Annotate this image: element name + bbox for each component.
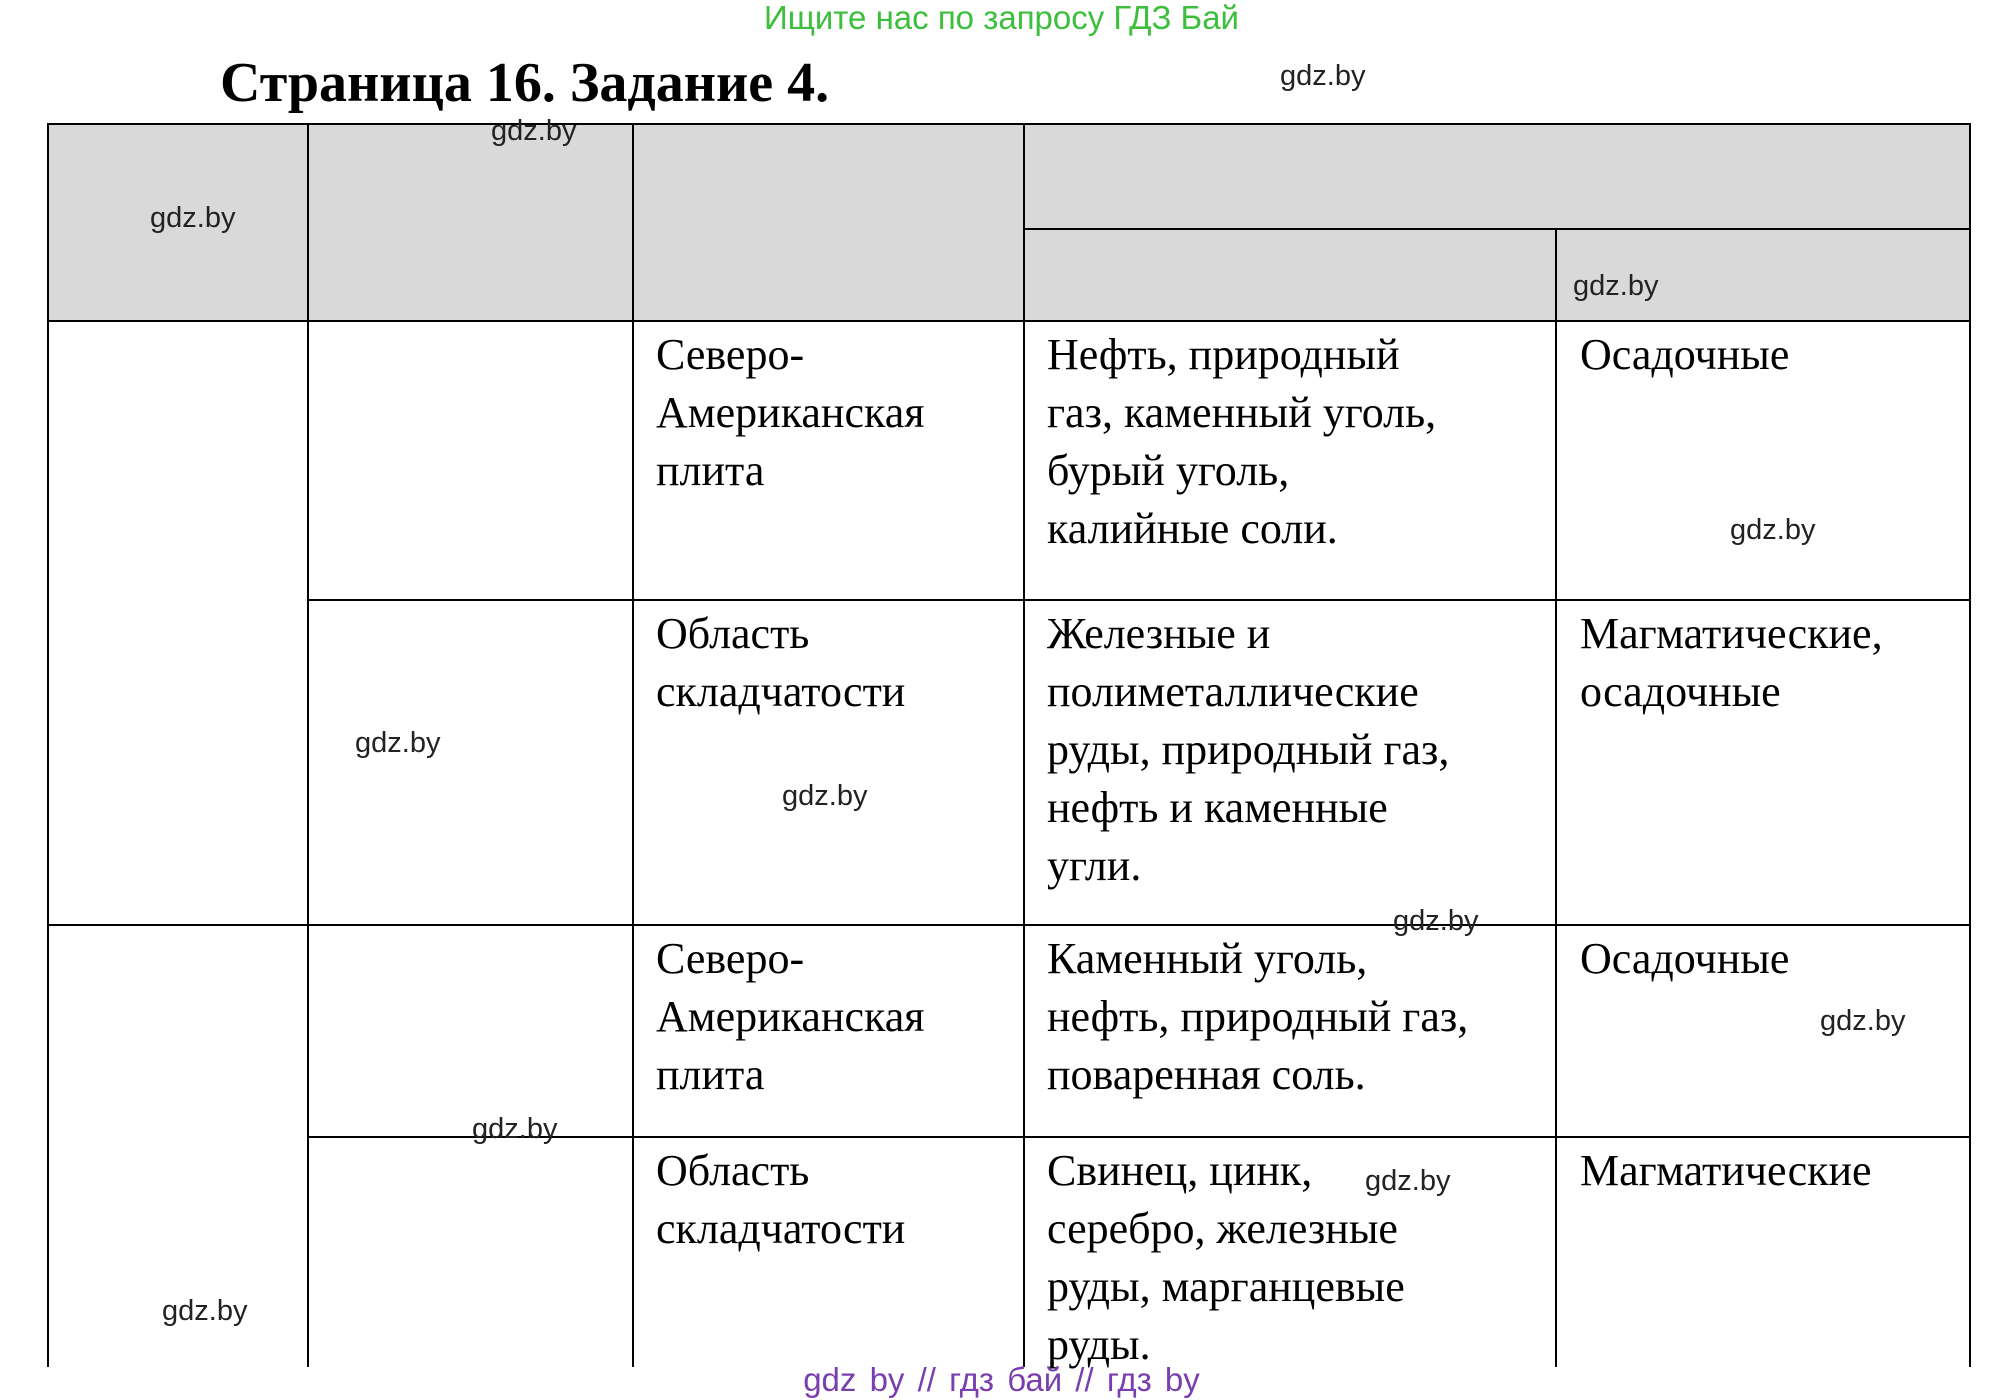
structure-cell: Северо- Американская плита	[656, 330, 925, 495]
origin-cell: Осадочные	[1580, 934, 1790, 983]
watermark: gdz.by	[1365, 1165, 1451, 1197]
structure-cell: Область складчатости	[656, 1146, 906, 1253]
minerals-cell: Свинец, цинк, серебро, железные руды, марганцевые руды.	[1047, 1146, 1405, 1369]
watermark: gdz.by	[355, 727, 441, 759]
structure-cell: Область складчатости	[656, 609, 906, 716]
page-title: Страница 16. Задание 4.	[220, 52, 830, 114]
structure-cell: Северо- Американская плита	[656, 934, 925, 1099]
minerals-cell: Нефть, природный газ, каменный уголь, бурый уголь, калийные соли.	[1047, 330, 1437, 553]
minerals-cell: Железные и полиметаллические руды, природный газ, нефть и каменные угли.	[1047, 609, 1450, 890]
watermark: gdz.by	[150, 202, 236, 234]
origin-cell: Магматические, осадочные	[1580, 609, 1883, 716]
origin-cell: Осадочные	[1580, 330, 1790, 379]
minerals-cell: Каменный уголь, нефть, природный газ, поваренная соль.	[1047, 934, 1469, 1099]
top-banner[interactable]: Ищите нас по запросу ГДЗ Бай	[764, 0, 1239, 36]
watermark: gdz.by	[472, 1113, 558, 1145]
watermark: gdz.by	[1573, 270, 1659, 302]
bottom-banner[interactable]: gdz by // гдз бай // гдз by	[803, 1361, 1200, 1398]
watermark: gdz.by	[1393, 905, 1479, 937]
origin-cell: Магматические	[1580, 1146, 1872, 1195]
table-header	[47, 124, 1969, 320]
watermark: gdz.by	[491, 115, 577, 147]
watermark: gdz.by	[782, 780, 868, 812]
watermark: gdz.by	[1820, 1005, 1906, 1037]
watermark: gdz.by	[162, 1295, 248, 1327]
watermark: gdz.by	[1280, 60, 1366, 92]
watermark: gdz.by	[1730, 514, 1816, 546]
